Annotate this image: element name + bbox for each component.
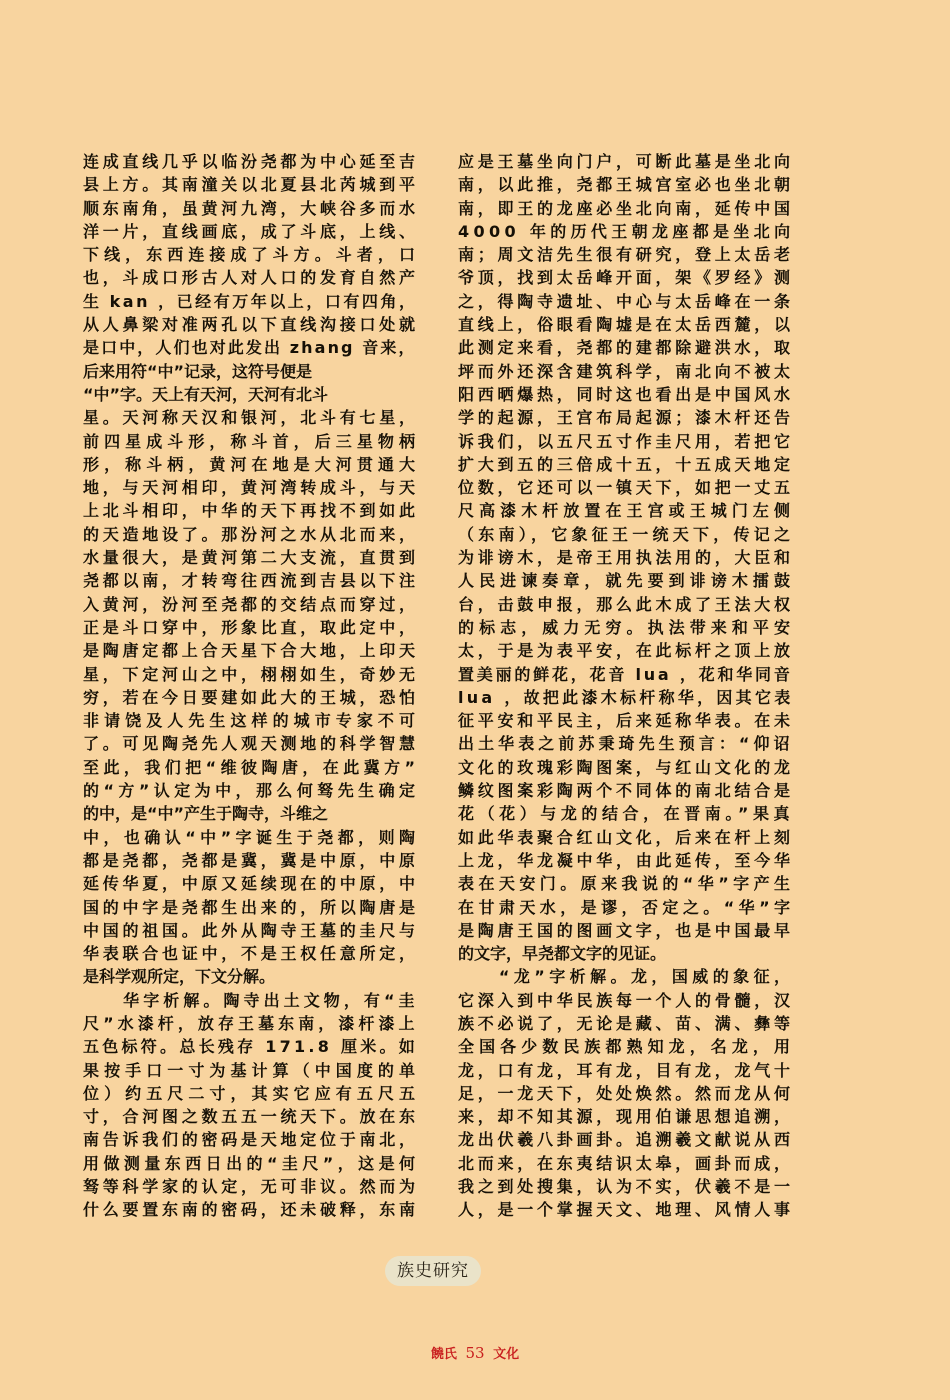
- text-line: 果按手口一寸为基计算（中国度的单: [83, 1060, 421, 1080]
- text-line: 的天造地设了。那汾河之水从北而来，: [83, 524, 419, 544]
- text-line: 地，与天河相印，黄河湾转成斗，与天: [83, 478, 419, 498]
- footer-right-text: 文化: [493, 1347, 520, 1362]
- text-line: 后来用符“中”记录，这符号便是: [83, 361, 313, 381]
- text-line: 鳞纹图案彩陶两个不同体的南北结合是: [458, 781, 794, 801]
- text-line: 爷顶，找到太岳峰开面，架《罗经》测: [458, 268, 794, 288]
- text-line: 足，一龙天下，处处焕然。然而龙从何: [458, 1083, 794, 1103]
- text-line: 4000 年的历代王朝龙座都是坐北向: [458, 221, 795, 241]
- text-line: 表在天安门。原来我说的“华”字产生: [458, 874, 795, 894]
- text-line: 生 kan ，已经有万年以上，口有四角，: [83, 291, 418, 311]
- text-line: 洋一片，直线画底，成了斗底，上线、: [83, 221, 419, 241]
- text-line: 什么要置东南的密码，还未破释，东南: [83, 1200, 419, 1220]
- text-line: 南；周文洁先生很有研究，登上太岳老: [458, 245, 794, 265]
- text-line: 华字析解。陶寺出土文物，有“圭: [83, 990, 419, 1010]
- text-line: 上龙，华龙凝中华，由此延传，至今华: [458, 850, 794, 870]
- right-text-column: [458, 150, 796, 1222]
- text-line: 人民进谏奏章，就先要到诽谤木擂鼓: [458, 571, 796, 591]
- text-line: 水量很大，是黄河第二大支流，直贯到: [83, 548, 419, 568]
- text-line: 也，斗成口形古人对人口的发育自然产: [83, 268, 419, 288]
- text-line: 的中，是“中”产生于陶寺，斗维之: [83, 804, 329, 824]
- text-line: 驽等科学家的认定，无可非议。然而为: [83, 1177, 419, 1197]
- text-line: 出土华表之前苏秉琦先生预言：“仰诏: [458, 734, 794, 754]
- text-line: lua ，故把此漆木标杆称华，因其它表: [458, 687, 794, 707]
- text-line: 南，即王的龙座必坐北向南，延传中国: [458, 198, 794, 218]
- text-line: 直线上，俗眼看陶墟是在太岳西麓，以: [458, 315, 794, 335]
- text-line: 我之到处搜集，认为不实，伏羲不是一: [458, 1177, 794, 1197]
- text-line: 国的中字是尧都生出来的，所以陶唐是: [83, 897, 419, 917]
- text-line: 是陶唐王国的图画文字，也是中国最早: [458, 920, 794, 940]
- text-line: 阳西晒爆热，同时这也看出是中国风水: [458, 384, 794, 404]
- text-line: 应是王墓坐向门户，可断此墓是坐北向: [458, 152, 794, 171]
- text-line: 此测定来看，尧都的建都除避洪水，取: [458, 338, 794, 358]
- text-line: 的标志，威力无穷。执法带来和平安: [458, 617, 796, 637]
- text-line: 位）约五尺二寸，其实它应有五尺五: [83, 1083, 421, 1103]
- text-line: 星。天河称天汉和银河，北斗有七星，: [83, 408, 419, 428]
- text-line: 为诽谤木，是帝王用执法用的，大臣和: [458, 548, 794, 568]
- text-line: 来，却不知其源，现用伯谦思想追溯，: [458, 1107, 794, 1127]
- text-line: 正是斗口穿中，形象比直，取此定中，: [83, 617, 419, 637]
- left-text-column: [83, 150, 421, 1222]
- footer-left-text: 饒氏: [430, 1347, 457, 1362]
- text-line: 诉我们，以五尺五寸作圭尺用，若把它: [458, 431, 794, 451]
- text-line: 之，得陶寺遗址、中心与太岳峰在一条: [458, 291, 794, 311]
- text-line: 连成直线几乎以临汾尧都为中心延至吉: [83, 152, 419, 171]
- text-line: 龙，口有龙，耳有龙，目有龙，龙气十: [458, 1060, 794, 1080]
- text-line: 龙出伏羲八卦画卦。追溯羲文献说从西: [458, 1130, 794, 1150]
- text-line: 穷，若在今日要建如此大的王城，恐怕: [83, 687, 419, 707]
- text-line: 延传华夏，中原又延续现在的中原，中: [83, 874, 419, 894]
- text-line: 顺东南角，虽黄河九湾，大峡谷多而水: [83, 198, 419, 218]
- text-line: 南，以此推，尧都王城宫室必也坐北朝: [458, 175, 794, 195]
- text-line: “龙”字析解。龙，国威的象征，: [458, 967, 795, 987]
- text-line: 的“方”认定为中，那么何驽先生确定: [83, 781, 420, 801]
- text-line: 县上方。其南潼关以北夏县北芮城到平: [83, 175, 419, 195]
- page-number: 53: [465, 1344, 485, 1362]
- text-line: 中国的祖国。此外从陶寺王墓的圭尺与: [83, 920, 419, 940]
- text-line: 族不必说了，无论是藏、苗、满、彝等: [458, 1013, 794, 1033]
- text-line: 全国各少数民族都熟知龙，名龙，用: [458, 1037, 796, 1057]
- text-line: 尺高漆木杆放置在王宫或王城门左侧: [458, 501, 796, 521]
- section-label: 族史研究: [385, 1256, 481, 1286]
- text-line: 上北斗相印，中华的天下再找不到如此: [83, 501, 419, 521]
- text-line: 是陶唐定都上合天星下合大地，上印天: [83, 641, 419, 661]
- text-line: 扩大到五的三倍成十五，十五成天地定: [458, 454, 794, 474]
- text-line: 的文字，早尧都文字的见证。: [458, 944, 667, 964]
- text-line: 非请饶及人先生这样的城市专家不可: [83, 711, 421, 731]
- text-line: 了。可见陶尧先人观天测地的科学智慧: [83, 734, 419, 754]
- text-line: 华表联合也证中，不是王权任意所定，: [83, 944, 419, 964]
- text-line: 位数，它还可以一镇天下，如把一丈五: [458, 478, 794, 498]
- text-line: 尺”水漆杆，放存王墓东南，漆杆漆上: [83, 1013, 419, 1033]
- text-line: 前四星成斗形，称斗首，后三星物柄: [83, 431, 421, 451]
- text-line: 置美丽的鲜花，花音 lua ，花和华同音: [458, 664, 793, 684]
- text-line: 下线，东西连接成了斗方。斗者，口: [83, 245, 421, 265]
- text-line: 尧都以南，才转弯往西流到吉县以下注: [83, 571, 419, 591]
- text-line: 文化的玫瑰彩陶图案，与红山文化的龙: [458, 757, 794, 777]
- text-line: 是科学观所定，下文分解。: [83, 967, 276, 987]
- text-line: 形，称斗柄，黄河在地是大河贯通大: [83, 454, 421, 474]
- text-line: 入黄河，汾河至尧都的交结点而穿过，: [83, 594, 419, 614]
- text-line: 都是尧都，尧都是冀，冀是中原，中原: [83, 850, 419, 870]
- text-line: 台，击鼓申报，那么此木成了王法大权: [458, 594, 794, 614]
- text-line: 从人鼻梁对准两孔以下直线沟接口处就: [83, 315, 419, 335]
- text-line: 星，下定河山之中，栩栩如生，奇妙无: [83, 664, 419, 684]
- text-line: 是口中，人们也对此发出 zhang 音来，: [83, 338, 417, 358]
- text-line: 至此，我们把“维彼陶唐，在此冀方”: [83, 757, 420, 777]
- text-line: 它深入到中华民族每一个人的骨髓，汉: [458, 990, 794, 1010]
- text-line: 五色标符。总长残存 171.8 厘米。如: [83, 1037, 419, 1057]
- text-line: 北而来，在东夷结识太皋，画卦而成，: [458, 1153, 794, 1173]
- text-line: 如此华表聚合红山文化，后来在杆上刻: [458, 827, 794, 847]
- text-line: 学的起源，王宫布局起源；漆木杆还告: [458, 408, 794, 428]
- text-line: 在甘肃天水，是谬，否定之。“华”字: [458, 897, 795, 917]
- text-line: 人，是一个掌握天文、地理、风情人事: [458, 1200, 794, 1220]
- text-line: （东南），它象征王一统天下，传记之: [458, 524, 795, 544]
- text-line: 中，也确认“中”字诞生于尧都，则陶: [83, 827, 420, 847]
- text-line: 坪而外还深含建筑科学，南北向不被太: [458, 361, 794, 381]
- text-line: 用做测量东西日出的“圭尺”，这是何: [83, 1153, 420, 1173]
- text-line: 花（花）与龙的结合，在晋南。”果真: [458, 804, 795, 824]
- text-line: 南告诉我们的密码是天地定位于南北，: [83, 1130, 419, 1150]
- text-line: 征平安和平民主，后来延称华表。在未: [458, 711, 794, 731]
- text-line: “中”字。天上有天河，天河有北斗: [83, 384, 329, 404]
- text-line: 太，于是为表平安，在此标杆之顶上放: [458, 641, 794, 661]
- text-line: 寸，合河图之数五五一统天下。放在东: [83, 1107, 419, 1127]
- page-footer: [0, 1343, 950, 1362]
